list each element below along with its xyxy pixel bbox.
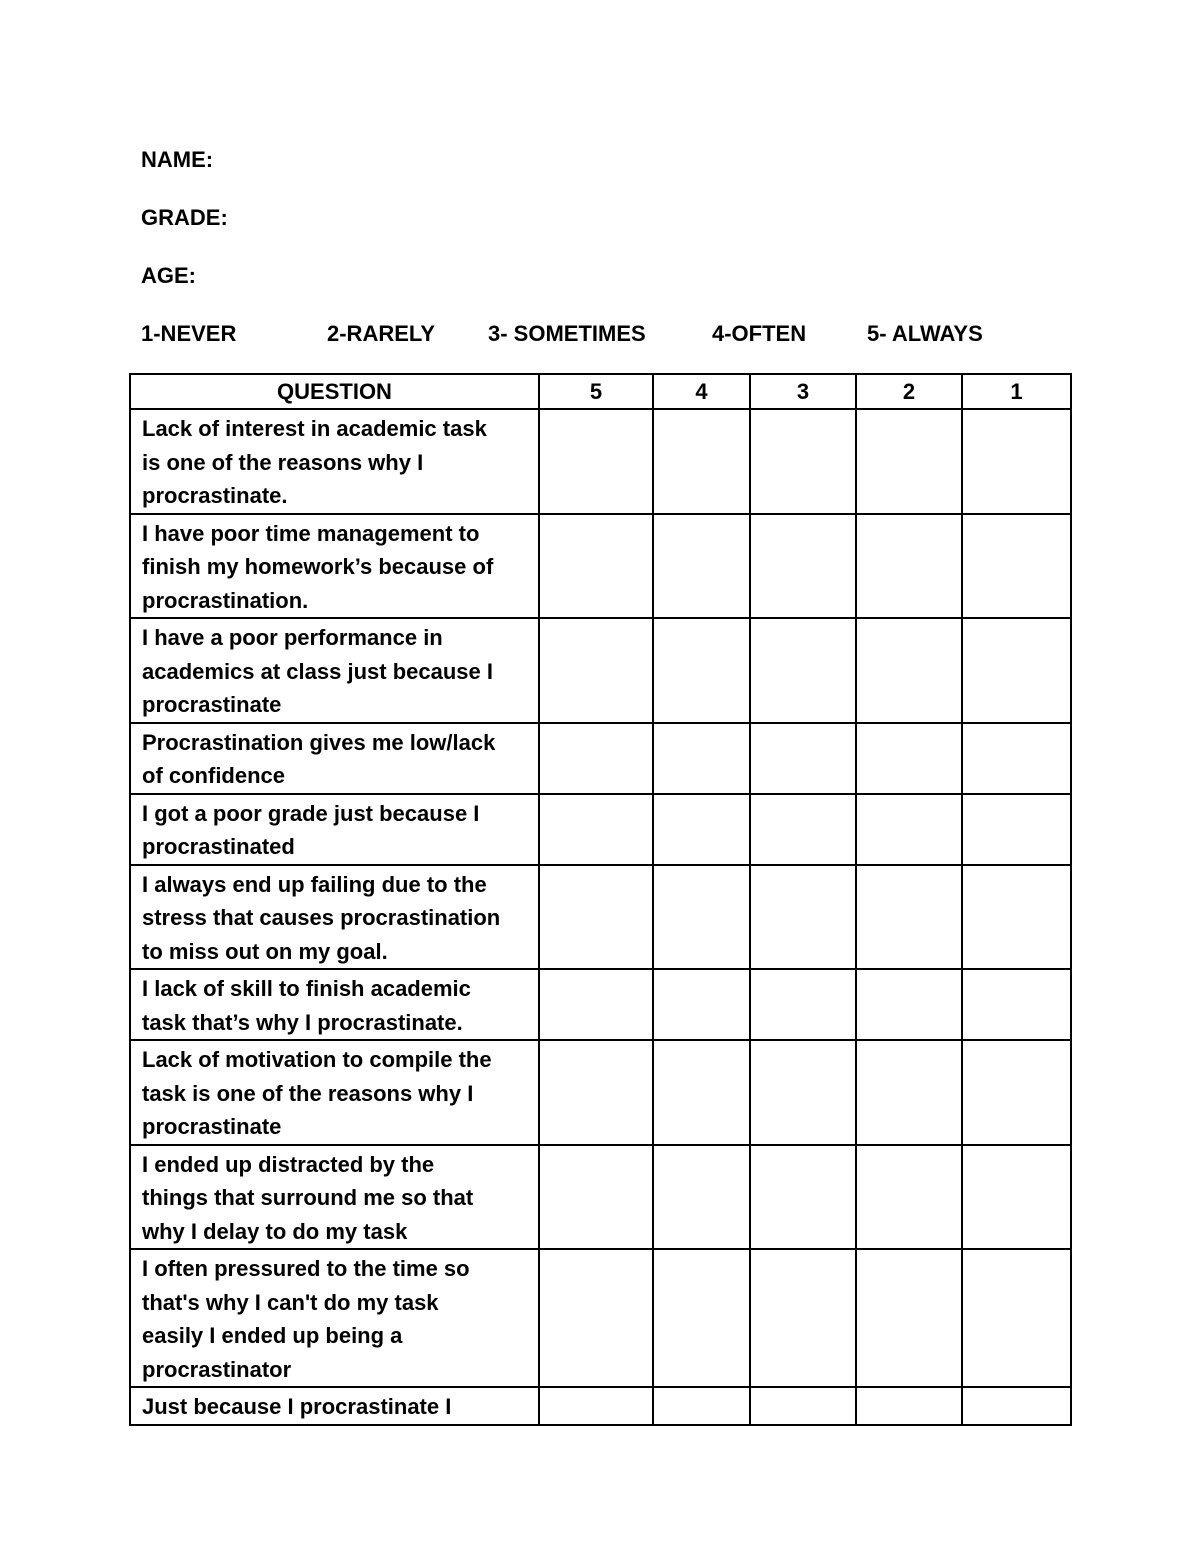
table-row — [130, 514, 1071, 619]
rating-cell-3[interactable] — [750, 723, 856, 794]
question-text-line: I got a poor grade just because I — [142, 800, 480, 826]
rating-cell-1[interactable] — [962, 794, 1071, 865]
scale-never: 1-NEVER — [141, 321, 237, 346]
rating-cell-4[interactable] — [653, 1145, 750, 1250]
question-cell — [130, 1387, 539, 1425]
question-text-line: I have poor time management to — [142, 520, 480, 546]
rating-cell-5[interactable] — [539, 865, 653, 970]
question-text-line: I ended up distracted by the — [142, 1151, 435, 1177]
question-text-line: I have a poor performance in — [142, 625, 443, 650]
rating-cell-5[interactable] — [539, 1387, 653, 1425]
rating-cell-1[interactable] — [962, 514, 1071, 619]
question-text-line: I often pressured to the time so — [142, 1256, 470, 1281]
rating-cell-5[interactable] — [539, 969, 653, 1040]
rating-cell-1[interactable] — [962, 865, 1071, 970]
question-text-line: Lack of motivation to compile the — [142, 1047, 492, 1072]
table-row — [130, 618, 1071, 723]
table-row — [130, 865, 1071, 970]
rating-cell-2[interactable] — [856, 794, 962, 865]
question-text-line: is one of the reasons why I — [142, 449, 424, 475]
question-text-line: task is one of the reasons why I — [142, 1080, 474, 1106]
rating-cell-5[interactable] — [539, 618, 653, 723]
rating-cell-2[interactable] — [856, 969, 962, 1040]
rating-cell-4[interactable] — [653, 618, 750, 723]
column-header-question: QUESTION — [130, 374, 539, 409]
rating-cell-3[interactable] — [750, 1040, 856, 1145]
rating-cell-4[interactable] — [653, 1249, 750, 1387]
question-text-line: finish my homework’s because of — [142, 554, 494, 579]
rating-cell-4[interactable] — [653, 969, 750, 1040]
questionnaire-table — [129, 373, 1072, 1426]
rating-cell-5[interactable] — [539, 1249, 653, 1387]
table-row — [130, 1249, 1071, 1387]
scale-sometimes: 3- SOMETIMES — [488, 321, 646, 346]
question-cell — [130, 514, 539, 619]
rating-cell-2[interactable] — [856, 723, 962, 794]
question-cell — [130, 1040, 539, 1145]
question-text-line: procrastinated — [142, 834, 295, 859]
rating-cell-2[interactable] — [856, 1040, 962, 1145]
question-cell — [130, 1249, 539, 1387]
question-cell — [130, 794, 539, 865]
table-row — [130, 1040, 1071, 1145]
scale-always: 5- ALWAYS — [867, 321, 983, 346]
rating-cell-4[interactable] — [653, 514, 750, 619]
rating-cell-4[interactable] — [653, 409, 750, 514]
question-text-line: academics at class just because I — [142, 658, 493, 684]
question-cell — [130, 618, 539, 723]
age-field-label: AGE: — [141, 263, 196, 288]
rating-cell-4[interactable] — [653, 1040, 750, 1145]
question-text-line: procrastinate — [142, 1114, 282, 1139]
rating-cell-1[interactable] — [962, 1040, 1071, 1145]
question-text-line: procrastinate — [142, 692, 282, 717]
scale-rarely: 2-RARELY — [327, 321, 435, 346]
question-text-line: Procrastination gives me low/lack — [142, 729, 496, 755]
question-text-line: procrastinate. — [142, 483, 288, 508]
rating-cell-5[interactable] — [539, 723, 653, 794]
column-header-3: 3 — [750, 374, 856, 409]
question-text-line: easily I ended up being a — [142, 1323, 403, 1348]
rating-cell-3[interactable] — [750, 1387, 856, 1425]
rating-cell-2[interactable] — [856, 514, 962, 619]
rating-cell-1[interactable] — [962, 409, 1071, 514]
rating-cell-1[interactable] — [962, 969, 1071, 1040]
rating-cell-1[interactable] — [962, 723, 1071, 794]
table-row — [130, 409, 1071, 514]
question-cell — [130, 1145, 539, 1250]
question-text-line: stress that causes procrastination — [142, 905, 501, 930]
question-text-line: I always end up failing due to the — [142, 871, 487, 897]
rating-cell-3[interactable] — [750, 1145, 856, 1250]
rating-cell-2[interactable] — [856, 1387, 962, 1425]
column-header-2: 2 — [856, 374, 962, 409]
rating-cell-3[interactable] — [750, 409, 856, 514]
question-cell — [130, 969, 539, 1040]
question-text-line: task that’s why I procrastinate. — [142, 1009, 463, 1035]
rating-cell-2[interactable] — [856, 1145, 962, 1250]
rating-cell-2[interactable] — [856, 409, 962, 514]
grade-field-label: GRADE: — [141, 205, 228, 230]
rating-cell-5[interactable] — [539, 514, 653, 619]
rating-cell-5[interactable] — [539, 1040, 653, 1145]
table-row — [130, 794, 1071, 865]
table-row — [130, 723, 1071, 794]
rating-cell-1[interactable] — [962, 1145, 1071, 1250]
table-header-row — [130, 374, 1071, 409]
name-field-label: NAME: — [141, 147, 214, 172]
rating-cell-2[interactable] — [856, 865, 962, 970]
question-text-line: things that surround me so that — [142, 1185, 474, 1210]
question-text-line: procrastinator — [142, 1356, 292, 1382]
column-header-1: 1 — [962, 374, 1071, 409]
rating-cell-4[interactable] — [653, 723, 750, 794]
scale-often: 4-OFTEN — [712, 321, 807, 346]
rating-cell-3[interactable] — [750, 514, 856, 619]
rating-cell-1[interactable] — [962, 1387, 1071, 1425]
rating-cell-3[interactable] — [750, 865, 856, 970]
rating-cell-3[interactable] — [750, 969, 856, 1040]
question-text-line: I lack of skill to finish academic — [142, 976, 471, 1001]
rating-cell-3[interactable] — [750, 1249, 856, 1387]
rating-cell-5[interactable] — [539, 1145, 653, 1250]
rating-cell-4[interactable] — [653, 1387, 750, 1425]
question-text-line: to miss out on my goal. — [142, 938, 388, 964]
column-header-4: 4 — [653, 374, 750, 409]
question-text-line: Just because I procrastinate I — [142, 1394, 452, 1419]
rating-cell-2[interactable] — [856, 1249, 962, 1387]
rating-cell-5[interactable] — [539, 409, 653, 514]
rating-cell-4[interactable] — [653, 794, 750, 865]
rating-cell-3[interactable] — [750, 794, 856, 865]
rating-cell-1[interactable] — [962, 1249, 1071, 1387]
question-text-line: Lack of interest in academic task — [142, 416, 487, 441]
rating-cell-1[interactable] — [962, 618, 1071, 723]
question-cell — [130, 723, 539, 794]
rating-cell-5[interactable] — [539, 794, 653, 865]
question-text-line: procrastination. — [142, 587, 309, 613]
table-row — [130, 969, 1071, 1040]
question-text-line: that's why I can't do my task — [142, 1289, 439, 1315]
question-text-line: of confidence — [142, 763, 286, 788]
question-text-line: why I delay to do my task — [142, 1218, 408, 1244]
question-cell — [130, 409, 539, 514]
table-row — [130, 1145, 1071, 1250]
column-header-5: 5 — [539, 374, 653, 409]
rating-cell-2[interactable] — [856, 618, 962, 723]
table-row — [130, 1387, 1071, 1425]
rating-cell-4[interactable] — [653, 865, 750, 970]
question-cell — [130, 865, 539, 970]
rating-cell-3[interactable] — [750, 618, 856, 723]
